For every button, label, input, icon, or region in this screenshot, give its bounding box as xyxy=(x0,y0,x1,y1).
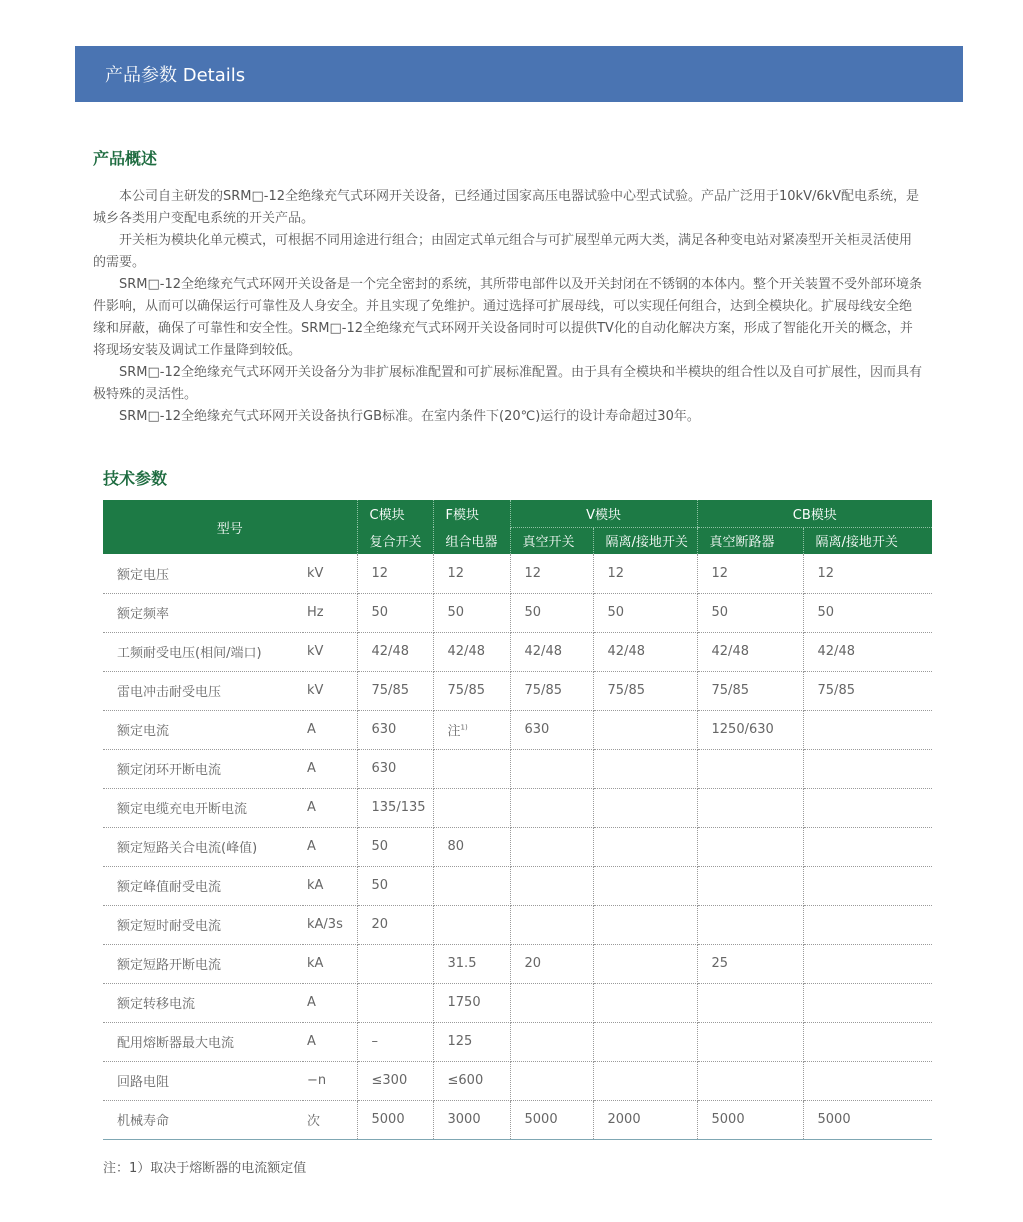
subheader: 隔离/接地开关 xyxy=(593,527,697,554)
param-unit: A xyxy=(303,983,357,1022)
param-value xyxy=(510,944,593,983)
value-text: 20 xyxy=(371,917,389,932)
param-name: 机械寿命 xyxy=(103,1100,303,1139)
value-text: 80 xyxy=(447,839,465,854)
param-value xyxy=(357,671,433,710)
value-text: 50 xyxy=(607,605,625,620)
param-value xyxy=(697,944,803,983)
value-text: 5000 xyxy=(524,1112,558,1127)
param-value xyxy=(510,827,593,866)
param-value xyxy=(697,827,803,866)
param-value xyxy=(593,632,697,671)
param-value xyxy=(357,1061,433,1100)
param-value xyxy=(593,866,697,905)
model-header: 型号 xyxy=(103,500,357,554)
table-row xyxy=(103,866,932,905)
value-text: 12 xyxy=(817,565,835,581)
param-value xyxy=(697,632,803,671)
table-row xyxy=(103,788,932,827)
table-row xyxy=(103,1022,932,1061)
param-value xyxy=(510,788,593,827)
value-text: – xyxy=(371,1034,379,1049)
value-text: 42/48 xyxy=(711,644,749,659)
param-value xyxy=(357,593,433,632)
value-text: 42/48 xyxy=(817,644,855,659)
value-text: 12 xyxy=(447,565,465,581)
param-value xyxy=(357,749,433,788)
value-text: 50 xyxy=(371,878,389,893)
value-text: 75/85 xyxy=(817,683,855,698)
table-row xyxy=(103,749,932,788)
param-value xyxy=(593,671,697,710)
param-value xyxy=(697,905,803,944)
param-unit: kA xyxy=(303,866,357,905)
param-value xyxy=(433,554,510,593)
value-text: 630 xyxy=(371,722,397,737)
param-value xyxy=(697,593,803,632)
param-name: 额定转移电流 xyxy=(103,983,303,1022)
param-value xyxy=(433,866,510,905)
param-value xyxy=(697,788,803,827)
value-text: 50 xyxy=(817,605,835,620)
param-unit: −n xyxy=(303,1061,357,1100)
param-unit: A xyxy=(303,788,357,827)
param-value xyxy=(697,1022,803,1061)
overview-title: 产品概述 xyxy=(93,149,158,168)
value-text: 42/48 xyxy=(447,644,485,659)
param-value xyxy=(433,671,510,710)
param-value xyxy=(593,1100,697,1139)
spec-table-body xyxy=(103,554,932,1139)
param-value xyxy=(433,593,510,632)
param-value xyxy=(803,788,932,827)
param-value xyxy=(433,1022,510,1061)
param-value xyxy=(593,944,697,983)
param-value xyxy=(357,788,433,827)
param-value xyxy=(697,554,803,593)
table-note: 注：1）取决于熔断器的电流额定值 xyxy=(103,1161,307,1176)
param-value xyxy=(510,983,593,1022)
group-header-c: C模块 xyxy=(357,500,433,527)
group-header-v: V模块 xyxy=(510,500,697,527)
subheader: 隔离/接地开关 xyxy=(803,527,932,554)
value-text: 75/85 xyxy=(711,683,749,698)
param-unit: A xyxy=(303,1022,357,1061)
param-value xyxy=(433,1100,510,1139)
param-value xyxy=(510,1100,593,1139)
value-text: 5000 xyxy=(817,1112,851,1127)
param-value xyxy=(593,905,697,944)
param-value xyxy=(697,866,803,905)
param-value xyxy=(593,554,697,593)
param-value xyxy=(357,905,433,944)
value-text: 3000 xyxy=(447,1112,481,1127)
param-value xyxy=(510,554,593,593)
value-text: 125 xyxy=(447,1034,473,1049)
value-text: 75/85 xyxy=(607,683,645,698)
param-value xyxy=(697,749,803,788)
param-value xyxy=(433,788,510,827)
value-text: 50 xyxy=(447,605,465,620)
table-row xyxy=(103,983,932,1022)
param-name: 回路电阻 xyxy=(103,1061,303,1100)
param-value xyxy=(803,632,932,671)
param-value xyxy=(433,905,510,944)
param-unit: kA xyxy=(303,944,357,983)
value-text: 12 xyxy=(524,565,542,581)
table-row xyxy=(103,1061,932,1100)
subheader: 真空断路器 xyxy=(697,527,803,554)
param-value xyxy=(697,983,803,1022)
value-text: 12 xyxy=(607,565,625,581)
param-value xyxy=(803,983,932,1022)
param-value xyxy=(593,749,697,788)
param-unit: kV xyxy=(303,554,357,593)
param-value xyxy=(357,944,433,983)
param-value xyxy=(357,710,433,749)
param-value xyxy=(510,1022,593,1061)
overview-paragraph: SRM□-12全绝缘充气式环网开关设备分为非扩展标准配置和可扩展标准配置。由于具有全模块和半模块的组合性以及自可扩展性，因而具有极特殊的灵活性。 xyxy=(93,365,923,402)
param-unit: kV xyxy=(303,671,357,710)
param-value xyxy=(697,710,803,749)
value-text: 50 xyxy=(711,605,729,620)
overview-text xyxy=(93,186,923,428)
subheader: 组合电器 xyxy=(433,527,510,554)
value-text: 75/85 xyxy=(524,683,562,698)
value-text: 50 xyxy=(371,839,389,854)
param-value xyxy=(357,554,433,593)
param-value xyxy=(803,944,932,983)
param-value xyxy=(357,866,433,905)
param-name: 配用熔断器最大电流 xyxy=(103,1022,303,1061)
value-text: 1250/630 xyxy=(711,722,774,737)
value-text: 42/48 xyxy=(607,644,645,659)
param-value xyxy=(697,1061,803,1100)
value-text: 50 xyxy=(524,605,542,620)
param-value xyxy=(593,1061,697,1100)
overview-paragraph: SRM□-12全绝缘充气式环网开关设备执行GB标准。在室内条件下(20℃)运行的设计寿命超过30年。 xyxy=(119,409,700,424)
param-value xyxy=(803,749,932,788)
param-name: 额定闭环开断电流 xyxy=(103,749,303,788)
param-value xyxy=(803,1022,932,1061)
param-unit: kA/3s xyxy=(303,905,357,944)
param-value xyxy=(510,905,593,944)
param-unit: kV xyxy=(303,632,357,671)
param-unit: Hz xyxy=(303,593,357,632)
param-value xyxy=(697,1100,803,1139)
param-unit: 次 xyxy=(303,1100,357,1139)
group-header-cb: CB模块 xyxy=(697,500,932,527)
value-text: 630 xyxy=(371,761,397,776)
param-unit: A xyxy=(303,827,357,866)
param-value xyxy=(697,671,803,710)
table-row xyxy=(103,944,932,983)
value-text: ≤300 xyxy=(371,1073,408,1088)
value-text: 75/85 xyxy=(371,683,409,698)
subheader: 复合开关 xyxy=(357,527,433,554)
overview-paragraph: 开关柜为模块化单元模式，可根据不同用途进行组合；由固定式单元组合与可扩展型单元两大类，满足各种变电站对紧凑型开关柜灵活使用的需要。 xyxy=(93,233,913,270)
param-value xyxy=(357,632,433,671)
spec-table xyxy=(103,500,932,1140)
table-row xyxy=(103,905,932,944)
param-name: 额定短时耐受电流 xyxy=(103,905,303,944)
param-name: 额定短路开断电流 xyxy=(103,944,303,983)
value-text: 31.5 xyxy=(447,956,477,971)
param-value xyxy=(803,1061,932,1100)
param-value xyxy=(510,593,593,632)
param-value xyxy=(357,983,433,1022)
value-text: 42/48 xyxy=(371,644,409,659)
param-value xyxy=(357,1022,433,1061)
value-text: 1750 xyxy=(447,995,481,1010)
param-name: 额定频率 xyxy=(103,593,303,632)
param-value xyxy=(803,554,932,593)
table-row xyxy=(103,671,932,710)
param-value xyxy=(510,710,593,749)
value-text: ≤600 xyxy=(447,1073,484,1088)
param-value xyxy=(593,983,697,1022)
param-value xyxy=(593,788,697,827)
param-value xyxy=(510,1061,593,1100)
value-text: 630 xyxy=(524,722,550,737)
value-text: 135/135 xyxy=(371,800,426,815)
table-row xyxy=(103,554,932,593)
param-value xyxy=(357,827,433,866)
header-bar xyxy=(75,46,963,102)
param-value xyxy=(510,749,593,788)
param-unit: A xyxy=(303,749,357,788)
param-value xyxy=(433,983,510,1022)
param-unit: A xyxy=(303,710,357,749)
param-value xyxy=(803,593,932,632)
param-value xyxy=(803,671,932,710)
param-value xyxy=(433,710,510,749)
overview-paragraph: SRM□-12全绝缘充气式环网开关设备是一个完全密封的系统，其所带电部件以及开关封闭在不锈钢的本体内。整个开关装置不受外部环境条件影响，从而可以确保运行可靠性及人身安全。并且实现了免维护。通过选择可扩展母线，可以实现任何组合，达到全模块化。扩展母线安全绝缘和屏蔽，确保了可靠性和安全性。SRM□-12全绝缘充气式环网开关设备同时可以提供TV化的自动化解决方案，形成了智能化开关的概念，并将现场安装及调试工作量降到较低。 xyxy=(93,277,923,358)
header-title: 产品参数 Details xyxy=(105,65,246,86)
table-row xyxy=(103,1100,932,1139)
subheader: 真空开关 xyxy=(510,527,593,554)
value-text: 75/85 xyxy=(447,683,485,698)
param-value xyxy=(803,905,932,944)
param-value xyxy=(593,593,697,632)
param-value xyxy=(510,632,593,671)
param-value xyxy=(510,866,593,905)
overview-paragraph: 本公司自主研发的SRM□-12全绝缘充气式环网开关设备，已经通过国家高压电器试验中心型式试验。产品广泛用于10kV/6kV配电系统，是城乡各类用户变配电系统的开关产品。 xyxy=(93,189,920,226)
value-text: 25 xyxy=(711,956,729,971)
table-row xyxy=(103,710,932,749)
table-header-row xyxy=(103,500,932,527)
value-text: 12 xyxy=(711,565,729,581)
value-text: 2000 xyxy=(607,1112,641,1127)
param-name: 工频耐受电压(相间/端口) xyxy=(103,632,303,671)
value-text: 50 xyxy=(371,605,389,620)
param-value xyxy=(510,671,593,710)
table-row xyxy=(103,632,932,671)
param-name: 额定电流 xyxy=(103,710,303,749)
value-text: 注 xyxy=(447,724,461,739)
tech-title: 技术参数 xyxy=(103,469,168,488)
param-name: 额定短路关合电流(峰值) xyxy=(103,827,303,866)
footnote-mark: 1) xyxy=(460,723,468,732)
param-value xyxy=(433,827,510,866)
value-text: 12 xyxy=(371,565,389,581)
param-name: 额定峰值耐受电流 xyxy=(103,866,303,905)
param-value xyxy=(803,827,932,866)
param-value xyxy=(803,1100,932,1139)
param-value xyxy=(593,710,697,749)
param-value xyxy=(803,710,932,749)
value-text: 20 xyxy=(524,956,542,971)
group-header-f: F模块 xyxy=(433,500,510,527)
value-text: 42/48 xyxy=(524,644,562,659)
param-name: 额定电压 xyxy=(103,554,303,593)
param-name: 额定电缆充电开断电流 xyxy=(103,788,303,827)
param-value xyxy=(433,1061,510,1100)
param-value xyxy=(803,866,932,905)
param-value xyxy=(433,749,510,788)
param-value xyxy=(433,632,510,671)
param-value xyxy=(593,1022,697,1061)
param-value xyxy=(593,827,697,866)
param-value xyxy=(357,1100,433,1139)
value-text: 5000 xyxy=(371,1112,405,1127)
value-text: 5000 xyxy=(711,1112,745,1127)
table-row xyxy=(103,827,932,866)
table-row xyxy=(103,593,932,632)
param-value xyxy=(433,944,510,983)
param-name: 雷电冲击耐受电压 xyxy=(103,671,303,710)
